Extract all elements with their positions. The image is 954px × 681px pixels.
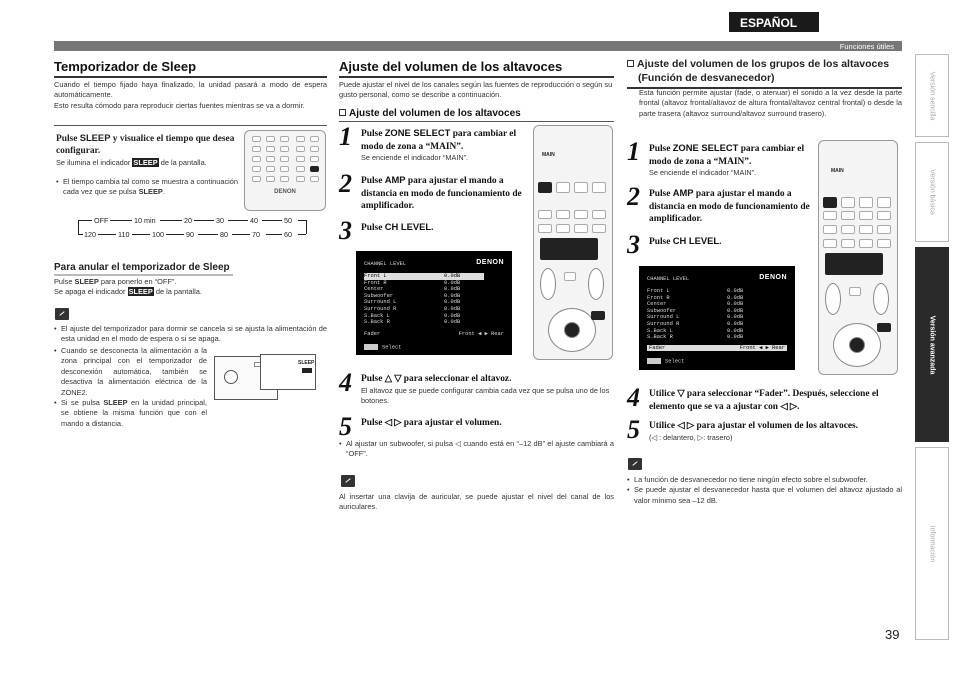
channel-name: Front R (647, 294, 670, 301)
channel-name: Surround R (364, 305, 397, 312)
channel-value: 0.0dB (727, 301, 744, 308)
channel-value: 0.0dB (444, 299, 461, 306)
tab-information[interactable] (915, 447, 949, 640)
flow-step: 10 min (134, 216, 156, 225)
fader-notes: • La función de desvanecedor no tiene ningún efecto sobre el subwoofer. • Se puede ajustar el desvanecedor hasta que el volumen del altavoz ajustado al valor mínimo sea –12 dB. (627, 475, 902, 506)
channel-name: Subwoofer (364, 292, 394, 299)
enter-button[interactable] (564, 322, 580, 338)
screen-logo: DENON (476, 259, 504, 266)
channel-row[interactable] (647, 321, 767, 328)
select-hint: Select (647, 358, 684, 364)
channel-value: 0.0dB (444, 286, 461, 293)
channel-value: 0.0dB (444, 273, 461, 279)
sleep-device-label: SLEEP (298, 360, 315, 366)
section-title-sleep: Temporizador de Sleep (54, 59, 327, 78)
channel-value: 0.0dB (444, 279, 461, 286)
channel-row[interactable] (364, 299, 484, 306)
channel-rows (647, 288, 767, 341)
sleep-bullet: • El tiempo cambia tal como se muestra a continuación cada vez que se pulsa SLEEP. (56, 177, 241, 198)
channel-row[interactable] (647, 308, 767, 315)
tab-label: Información (928, 525, 936, 562)
channel-row[interactable] (647, 334, 767, 341)
flow-step: 80 (220, 230, 228, 239)
screen-header: CHANNEL LEVEL (364, 261, 407, 267)
tab-label: Versión sencilla (928, 71, 936, 120)
channel-row[interactable] (647, 301, 767, 308)
flow-step: 70 (252, 230, 260, 239)
channel-value: 0.0dB (444, 312, 461, 319)
tab-label: Versión avanzada (928, 315, 936, 374)
remote-control-col3 (818, 140, 898, 375)
flow-step: 90 (186, 230, 194, 239)
sleep-instruction: Pulse SLEEP y visualice el tiempo que desea configurar. (56, 132, 235, 156)
channel-value: 0.0dB (727, 288, 744, 294)
flow-step: 110 (118, 230, 130, 239)
fader-row: Fader Front ◀ ▶ Rear (364, 331, 504, 337)
screen-logo: DENON (759, 274, 787, 281)
col2-step5-note: • Al ajustar un subwoofer, si pulsa ◁ cuando está en “–12 dB” el ajuste cambiará a “OFF”. (339, 439, 614, 460)
channel-name: Center (647, 301, 667, 308)
sleep-notes-2: • Cuando se desconecta la alimentación a la zona principal con el temporizador de desconexión automática, también se desactiva la alimentación eléctrica de la ZONE2. • Si se pulsa SLEEP en la unidad principal, se obtiene la misma función que con el mando a distancia. (54, 346, 207, 429)
ch-level-button[interactable] (877, 323, 891, 332)
channel-value: 0.0dB (727, 294, 744, 301)
channel-row[interactable] (364, 286, 484, 293)
section-title-volume: Ajuste del volumen de los altavoces (339, 59, 614, 78)
sleep-instruction-box (54, 125, 327, 242)
channel-value: 0.0dB (727, 327, 744, 334)
channel-name: Surround L (647, 314, 680, 321)
channel-row[interactable] (364, 319, 484, 326)
fader-intro: Esta función permite ajustar (fade, o atenuar) el sonido a la vez desde la parte frontal (altavoz frontal/altavoz de altura frontal/altavoz central frontal) o desde la parte trasera (altavoz surround/altavoz surround trasero). (639, 88, 902, 118)
quick-select-area (825, 253, 883, 275)
cancel-sleep-heading: Para anular el temporizador de Sleep (54, 261, 233, 276)
channel-level-screen-fader (639, 266, 795, 370)
flow-step: 100 (152, 230, 164, 239)
flow-step: 120 (84, 230, 96, 239)
main-indicator: MAIN (831, 168, 844, 174)
flow-step: 60 (284, 230, 292, 239)
sleep-lit-note: Se ilumina el indicador SLEEP de la pantalla. (56, 158, 207, 167)
main-indicator: MAIN (542, 152, 555, 158)
memo-icon (55, 308, 69, 320)
channel-name: Subwoofer (647, 307, 677, 314)
channel-name: Center (364, 286, 384, 293)
channel-row[interactable] (364, 273, 484, 280)
channel-row[interactable] (364, 313, 484, 320)
ch-level-button[interactable] (591, 311, 605, 320)
channel-name: S.Back R (364, 319, 390, 326)
channel-name: S.Back R (647, 334, 673, 341)
remote-illustration (244, 130, 326, 211)
channel-row[interactable] (647, 295, 767, 302)
enter-button[interactable] (849, 337, 865, 353)
channel-value: 0.0dB (727, 320, 744, 327)
tab-basic[interactable] (915, 142, 949, 242)
amp-button[interactable] (538, 182, 552, 193)
channel-row[interactable] (364, 293, 484, 300)
channel-row[interactable] (364, 306, 484, 313)
remote-control-col2 (533, 125, 613, 360)
channel-value: 0.0dB (727, 334, 744, 341)
channel-row[interactable] (647, 328, 767, 335)
channel-row[interactable] (364, 280, 484, 287)
channel-row[interactable] (647, 314, 767, 321)
channel-value: 0.0dB (727, 307, 744, 314)
channel-name: Surround L (364, 299, 397, 306)
sleep-cycle-diagram (78, 216, 308, 244)
page-number: 39 (885, 627, 900, 642)
channel-name: S.Back L (647, 327, 673, 334)
flow-step: 20 (184, 216, 192, 225)
channel-value: 0.0dB (444, 319, 461, 326)
receiver-illustration (214, 352, 324, 404)
cancel-sleep-text: Pulse SLEEP para ponerlo en “OFF”. Se apaga el indicador SLEEP de la pantalla. (54, 277, 202, 297)
flow-step: 40 (250, 216, 258, 225)
memo-icon (341, 475, 355, 487)
volume-subheading: Ajuste del volumen de los altavoces (339, 108, 614, 122)
fader-row: Fader Front ◀ ▶ Rear (649, 345, 785, 351)
channel-row[interactable] (647, 288, 767, 295)
channel-value: 0.0dB (727, 314, 744, 321)
channel-name: Surround R (647, 320, 680, 327)
channel-value: 0.0dB (444, 292, 461, 299)
screen-header: CHANNEL LEVEL (647, 276, 690, 282)
remote-brand: DENON (274, 189, 296, 195)
col2-memo: Al insertar una clavija de auricular, se puede ajustar el nivel del canal de los auriculares. (339, 492, 614, 512)
language-tab: ESPAÑOL (729, 12, 819, 32)
sleep-note-1: • El ajuste del temporizador para dormir se cancela si se ajusta la alimentación de esta unidad en el modo de espera o si se apaga. (54, 324, 327, 345)
flow-step: 30 (216, 216, 224, 225)
select-hint: Select (364, 344, 401, 350)
flow-step: OFF (94, 216, 109, 225)
tab-advanced[interactable] (915, 247, 949, 442)
tab-label: Versión básica (928, 169, 936, 215)
channel-name: Front R (364, 279, 387, 286)
memo-icon (628, 458, 642, 470)
channel-name: Front L (647, 288, 670, 294)
section-bar: Funciones útiles (54, 41, 902, 51)
amp-button[interactable] (823, 197, 837, 208)
channel-level-screen (356, 251, 512, 355)
tab-simple[interactable] (915, 54, 949, 137)
device-sleep-button[interactable] (302, 368, 312, 373)
volume-intro: Puede ajustar el nivel de los canales según las fuentes de reproducción o según su gusto personal, como se describe a continuación. (339, 80, 613, 100)
sleep-intro: Cuando el tiempo fijado haya finalizado, la unidad pasará a modo de espera automáticamente. Esto resulta cómodo para reproducir ciertas fuentes mientras se va a dormir. (54, 80, 327, 110)
flow-step: 50 (284, 216, 292, 225)
channel-name: S.Back L (364, 312, 390, 319)
section-title-fader: Ajuste del volumen de los grupos de los altavoces (Función de desvanecedor) (627, 58, 902, 89)
quick-select-area (540, 238, 598, 260)
channel-value: 0.0dB (444, 305, 461, 312)
channel-rows (364, 273, 484, 326)
sleep-key[interactable] (310, 166, 319, 172)
channel-name: Front L (364, 273, 387, 279)
